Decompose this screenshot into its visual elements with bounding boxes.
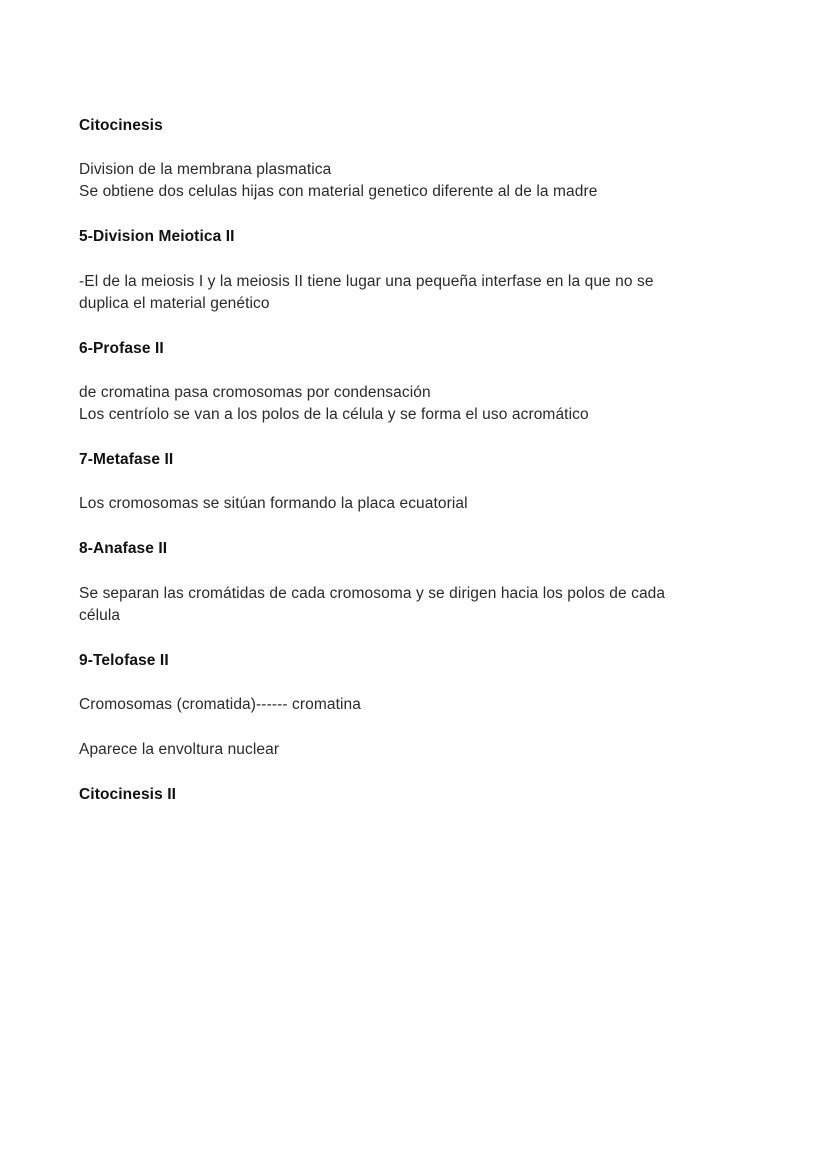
heading-citocinesis: Citocinesis — [79, 117, 163, 134]
paragraph-line: Cromosomas (cromatida)------ cromatina — [79, 696, 361, 713]
paragraph-line: de cromatina pasa cromosomas por condensación — [79, 384, 431, 401]
paragraph-line: Los centríolo se van a los polos de la célula y se forma el uso acromático — [79, 406, 589, 423]
paragraph-line: -El de la meiosis I y la meiosis II tiene lugar una pequeña interfase en la que no se — [79, 273, 654, 290]
paragraph-line: Los cromosomas se sitúan formando la placa ecuatorial — [79, 495, 468, 512]
heading-anafase-ii: 8-Anafase II — [79, 540, 168, 557]
paragraph-line: Se obtiene dos celulas hijas con material genetico diferente al de la madre — [79, 183, 598, 200]
paragraph-line: Se separan las cromátidas de cada cromosoma y se dirigen hacia los polos de cada — [79, 585, 666, 602]
heading-citocinesis-ii: Citocinesis II — [79, 786, 177, 803]
heading-profase-ii: 6-Profase II — [79, 340, 164, 357]
paragraph-line: Division de la membrana plasmatica — [79, 161, 332, 178]
heading-metafase-ii: 7-Metafase II — [79, 451, 174, 468]
paragraph-line: duplica el material genético — [79, 295, 270, 312]
heading-division-meiotica-ii: 5-Division Meiotica II — [79, 228, 235, 245]
paragraph-line: Aparece la envoltura nuclear — [79, 741, 280, 758]
paragraph-line: célula — [79, 607, 121, 624]
heading-telofase-ii: 9-Telofase II — [79, 652, 169, 669]
